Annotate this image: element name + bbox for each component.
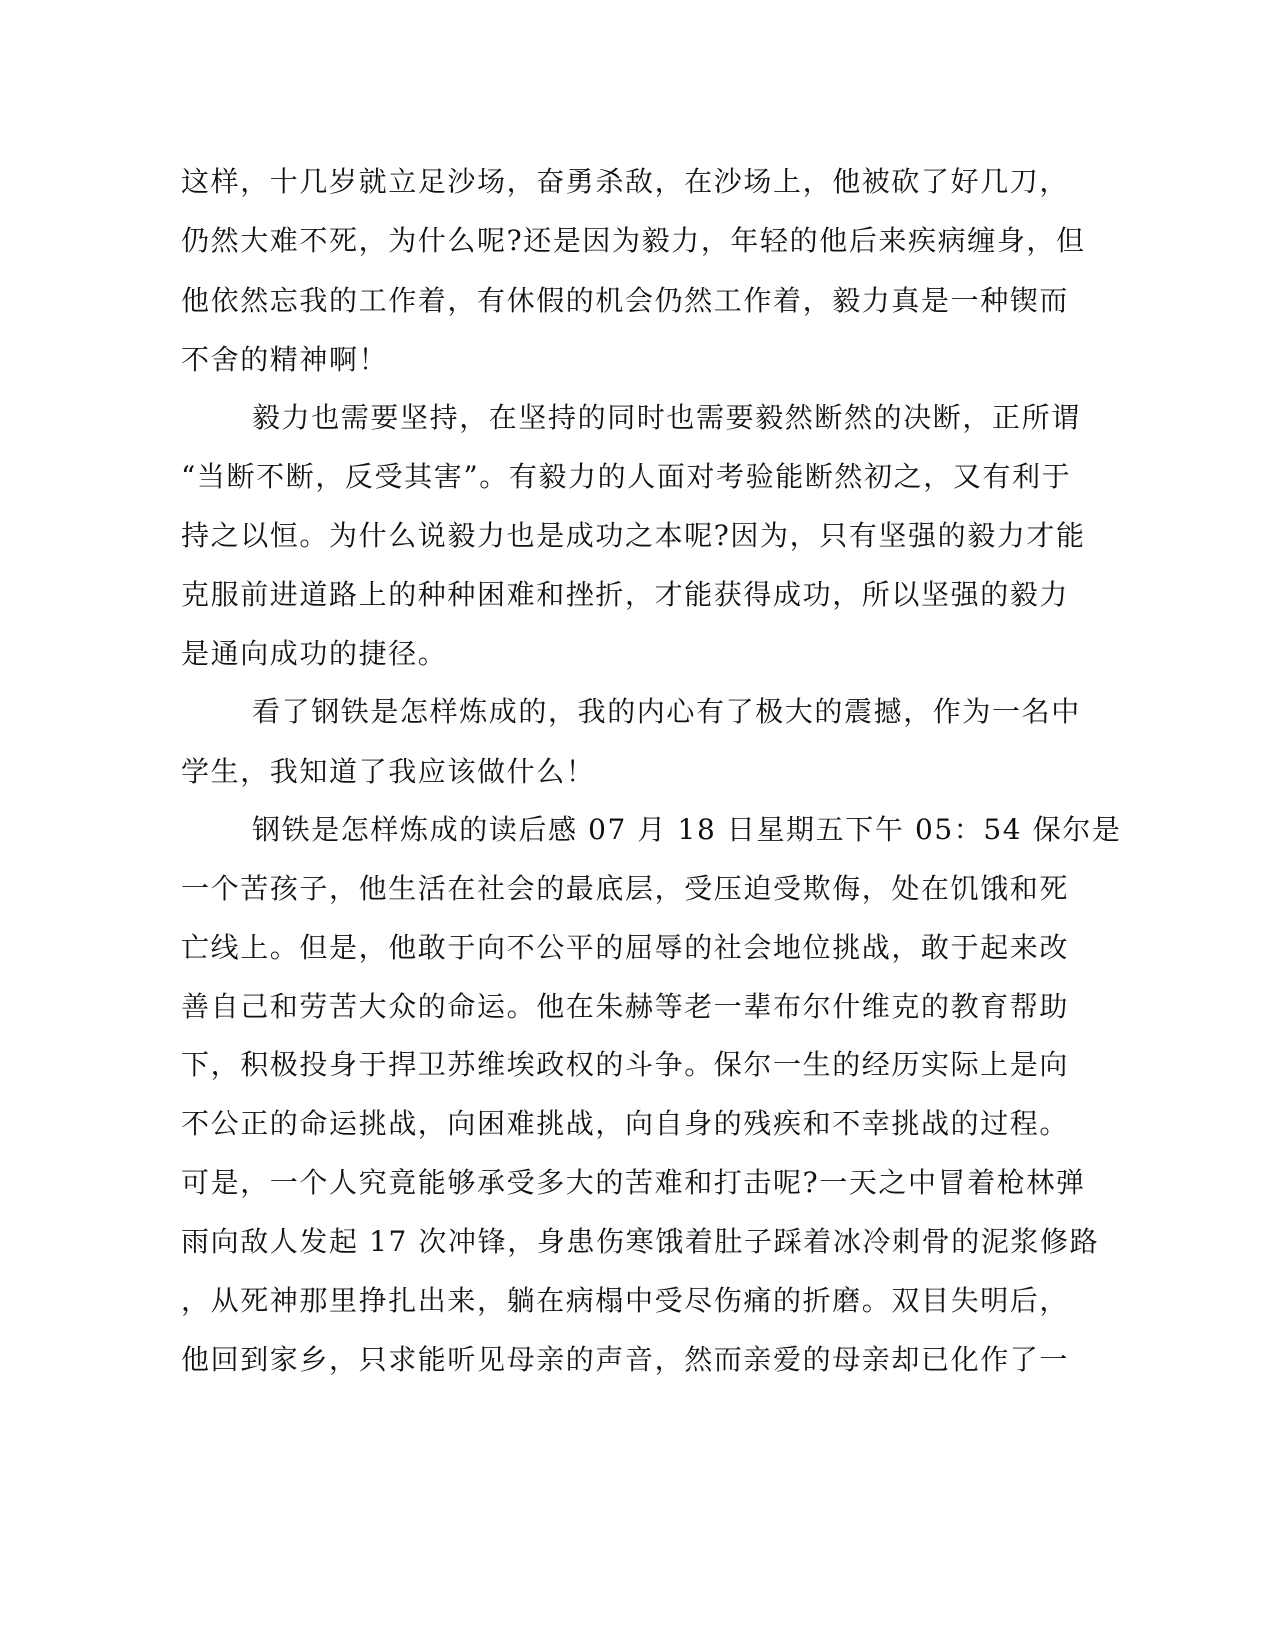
text-line: “当断不断，反受其害”。有毅力的人面对考验能断然初之，又有利于 — [181, 460, 1072, 493]
text-line: 可是，一个人究竟能够承受多大的苦难和打击呢?一天之中冒着枪林弹 — [181, 1166, 1086, 1199]
paragraph-first-line: 毅力也需要坚持，在坚持的同时也需要毅然断然的决断，正所谓 — [252, 401, 1081, 434]
text-line: 是通向成功的捷径。 — [181, 637, 448, 670]
text-line: 亡线上。但是，他敢于向不公平的屈辱的社会地位挑战，敢于起来改 — [181, 931, 1070, 964]
text-line: 善自己和劳苦大众的命运。他在朱赫等老一辈布尔什维克的教育帮助 — [181, 990, 1070, 1023]
paragraph-first-line: 看了钢铁是怎样炼成的，我的内心有了极大的震撼，作为一名中 — [252, 695, 1081, 728]
paragraph-first-line: 钢铁是怎样炼成的读后感 07 月 18 日星期五下午 05：54 保尔是 — [252, 813, 1122, 846]
text-line: 克服前进道路上的种种困难和挫折，才能获得成功，所以坚强的毅力 — [181, 578, 1070, 611]
text-line: 不公正的命运挑战，向困难挑战，向自身的残疾和不幸挑战的过程。 — [181, 1107, 1070, 1140]
text-line: 仍然大难不死，为什么呢?还是因为毅力，年轻的他后来疾病缠身，但 — [181, 224, 1086, 257]
text-line: 这样，十几岁就立足沙场，奋勇杀敌，在沙场上，他被砍了好几刀， — [181, 165, 1070, 198]
text-line: 他依然忘我的工作着，有休假的机会仍然工作着，毅力真是一种锲而 — [181, 284, 1070, 317]
text-line: 雨向敌人发起 17 次冲锋，身患伤寒饿着肚子踩着冰冷刺骨的泥浆修路 — [181, 1225, 1100, 1258]
text-line: 不舍的精神啊！ — [181, 343, 389, 376]
text-line: 持之以恒。为什么说毅力也是成功之本呢?因为，只有坚强的毅力才能 — [181, 519, 1086, 552]
text-line: 他回到家乡，只求能听见母亲的声音，然而亲爱的母亲却已化作了一 — [181, 1343, 1070, 1376]
text-line: 学生，我知道了我应该做什么！ — [181, 755, 596, 788]
text-line: 下，积极投身于捍卫苏维埃政权的斗争。保尔一生的经历实际上是向 — [181, 1048, 1070, 1081]
text-line: ，从死神那里挣扎出来，躺在病榻中受尽伤痛的折磨。双目失明后， — [181, 1284, 1070, 1317]
text-line: 一个苦孩子，他生活在社会的最底层，受压迫受欺侮，处在饥饿和死 — [181, 872, 1070, 905]
